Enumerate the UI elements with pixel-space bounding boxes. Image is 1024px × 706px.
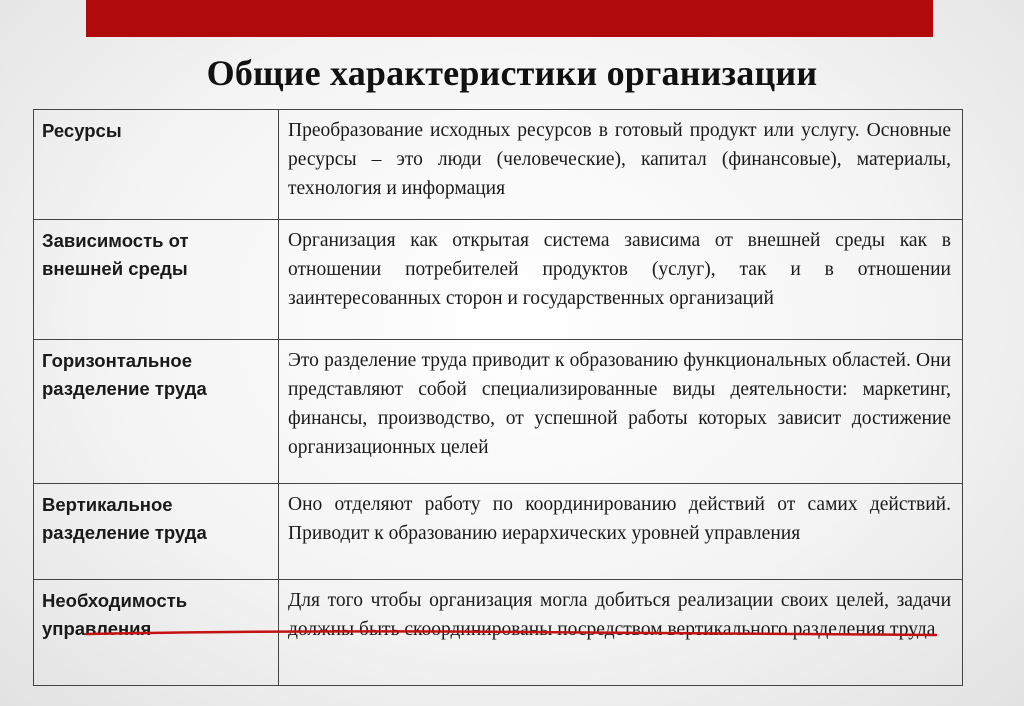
- slide-title: Общие характеристики организации: [206, 53, 818, 93]
- top-accent-bar: [86, 0, 933, 37]
- row-description: Для того чтобы организация могла добиться реализации своих целей, задачи должны быть скоординированы посредством вертикального разделения труда: [279, 580, 963, 686]
- row-description: Организация как открытая система зависима от внешней среды как в отношении потребителей продуктов (услуг), так и в отношении заинтересованных сторон и государственных организаций: [279, 220, 963, 340]
- row-description: Это разделение труда приводит к образованию функциональных областей. Они представляют собой специализированные виды деятельности: маркетинг, финансы, производство, от успешной работы которых зависит достижение организационных целей: [279, 340, 963, 484]
- row-description: Преобразование исходных ресурсов в готовый продукт или услугу. Основные ресурсы – это люди (человеческие), капитал (финансовые), материалы, технология и информация: [279, 110, 963, 220]
- table-row: [34, 220, 963, 340]
- characteristics-table: [33, 109, 963, 686]
- table-row: [34, 110, 963, 220]
- row-term: Ресурсы: [34, 110, 279, 220]
- table-row: [34, 340, 963, 484]
- row-term: Зависимость от внешней среды: [34, 220, 279, 340]
- row-term: Горизонтальное разделение труда: [34, 340, 279, 484]
- row-description: Оно отделяют работу по координированию действий от самих действий. Приводит к образованию иерархических уровней управления: [279, 484, 963, 580]
- table-row: [34, 484, 963, 580]
- row-term: Вертикальное разделение труда: [34, 484, 279, 580]
- table-row: [34, 580, 963, 686]
- row-term: Необходимость управления: [34, 580, 279, 686]
